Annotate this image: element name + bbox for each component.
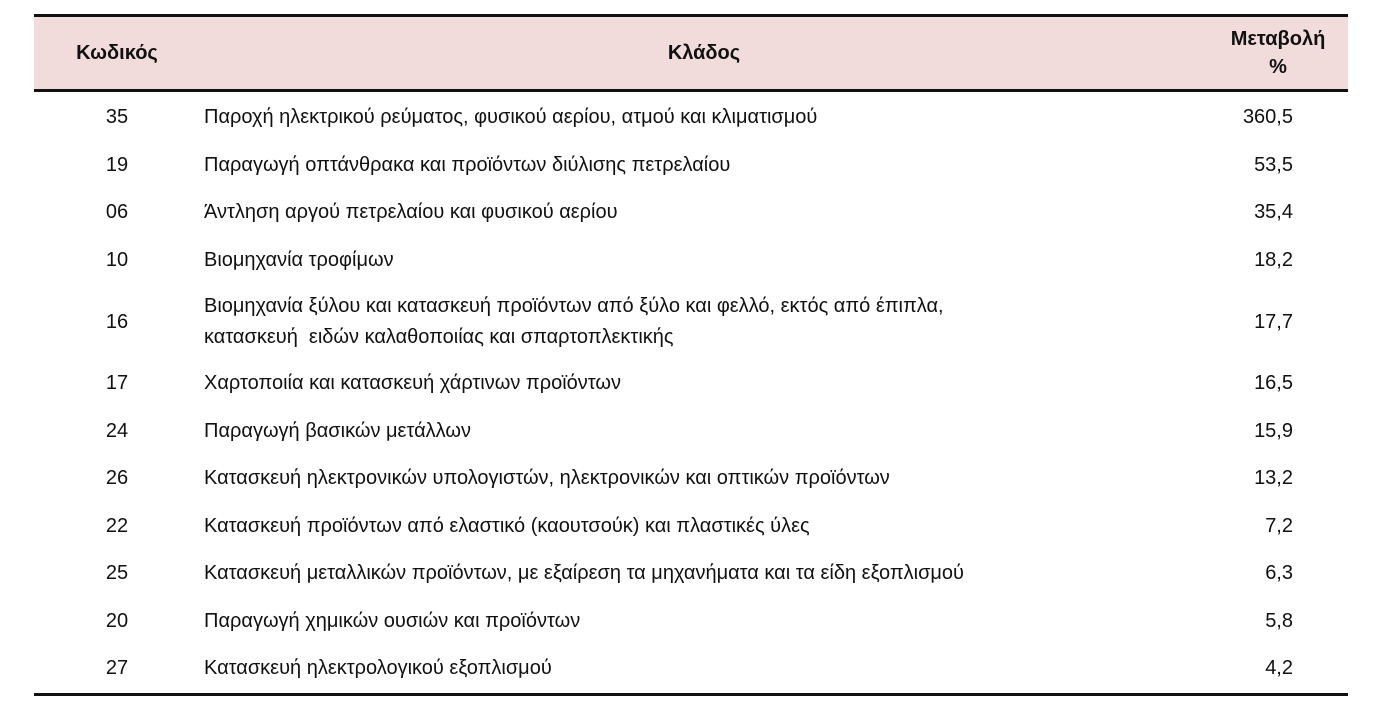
row-change: 16,5 <box>1254 372 1293 395</box>
row-change: 4,2 <box>1208 645 1348 694</box>
row-code: 27 <box>34 645 200 694</box>
row-change: 7,2 <box>1265 514 1293 537</box>
row-change: 53,5 <box>1254 153 1293 176</box>
table-row <box>34 142 1348 190</box>
row-sector: Παροχή ηλεκτρικού ρεύματος, φυσικού αερίου, ατμού και κλιματισμού <box>204 106 818 129</box>
row-change: 13,2 <box>1254 467 1293 490</box>
row-sector-line2: κατασκευή ειδών καλαθοποιίας και σπαρτοπλεκτικής <box>204 326 674 348</box>
header-change-line2: % <box>1269 56 1287 78</box>
row-sector: Άντληση αργού πετρελαίου και φυσικού αερίου <box>204 201 618 224</box>
row-sector: Παραγωγή χημικών ουσιών και προϊόντων <box>204 609 581 632</box>
row-code: 25 <box>105 562 129 585</box>
row-sector: Κατασκευή μεταλλικών προϊόντων, με εξαίρεση τα μηχανήματα και τα είδη εξοπλισμού <box>204 562 964 585</box>
sector-change-table-container <box>34 14 1348 696</box>
row-sector: Βιομηχανία τροφίμων <box>204 248 394 271</box>
row-change: 17,7 <box>1254 310 1293 333</box>
row-code: 20 <box>105 609 129 632</box>
row-change: 5,8 <box>1265 609 1293 632</box>
row-change: 6,3 <box>1265 562 1293 585</box>
header-sector: Κλάδος <box>200 16 1208 91</box>
row-code: 06 <box>105 201 129 224</box>
row-sector <box>200 284 1208 360</box>
table-row <box>34 189 1348 237</box>
table-row <box>34 598 1348 646</box>
row-code: 35 <box>105 106 129 129</box>
row-sector: Παραγωγή οπτάνθρακα και προϊόντων διύλισης πετρελαίου <box>204 153 731 176</box>
row-sector: Χαρτοποιία και κατασκευή χάρτινων προϊόντων <box>204 372 622 395</box>
table-row <box>34 360 1348 408</box>
row-sector: Κατασκευή ηλεκτρονικών υπολογιστών, ηλεκτρονικών και οπτικών προϊόντων <box>204 467 890 490</box>
table-header <box>34 16 1348 91</box>
table-row <box>34 455 1348 503</box>
row-code: 22 <box>105 514 129 537</box>
table-row <box>34 550 1348 598</box>
row-change: 15,9 <box>1254 419 1293 442</box>
header-row <box>34 16 1348 91</box>
table-row <box>34 284 1348 360</box>
table-row <box>34 237 1348 285</box>
row-code: 10 <box>105 248 129 271</box>
row-code: 26 <box>105 467 129 490</box>
row-code: 19 <box>105 153 129 176</box>
header-code: Κωδικός <box>34 16 200 91</box>
row-sector: Κατασκευή ηλεκτρολογικού εξοπλισμού <box>200 645 1208 694</box>
table-body <box>34 91 1348 695</box>
row-change: 360,5 <box>1242 106 1293 129</box>
sector-change-table <box>34 14 1348 696</box>
table-row <box>34 503 1348 551</box>
row-code: 24 <box>105 419 129 442</box>
table-row <box>34 645 1348 694</box>
table-row <box>34 91 1348 142</box>
row-sector: Κατασκευή προϊόντων από ελαστικό (καουτσούκ) και πλαστικές ύλες <box>204 514 810 537</box>
header-change <box>1208 16 1348 91</box>
table-row <box>34 408 1348 456</box>
row-code: 17 <box>105 372 129 395</box>
row-change: 18,2 <box>1254 248 1293 271</box>
row-code: 16 <box>105 310 129 333</box>
header-change-line1: Μεταβολή <box>1230 28 1326 50</box>
row-sector-line1: Βιομηχανία ξύλου και κατασκευή προϊόντων από ξύλο και φελλό, εκτός από έπιπλα, <box>204 295 944 317</box>
row-change: 35,4 <box>1254 201 1293 224</box>
row-sector: Παραγωγή βασικών μετάλλων <box>204 419 471 442</box>
